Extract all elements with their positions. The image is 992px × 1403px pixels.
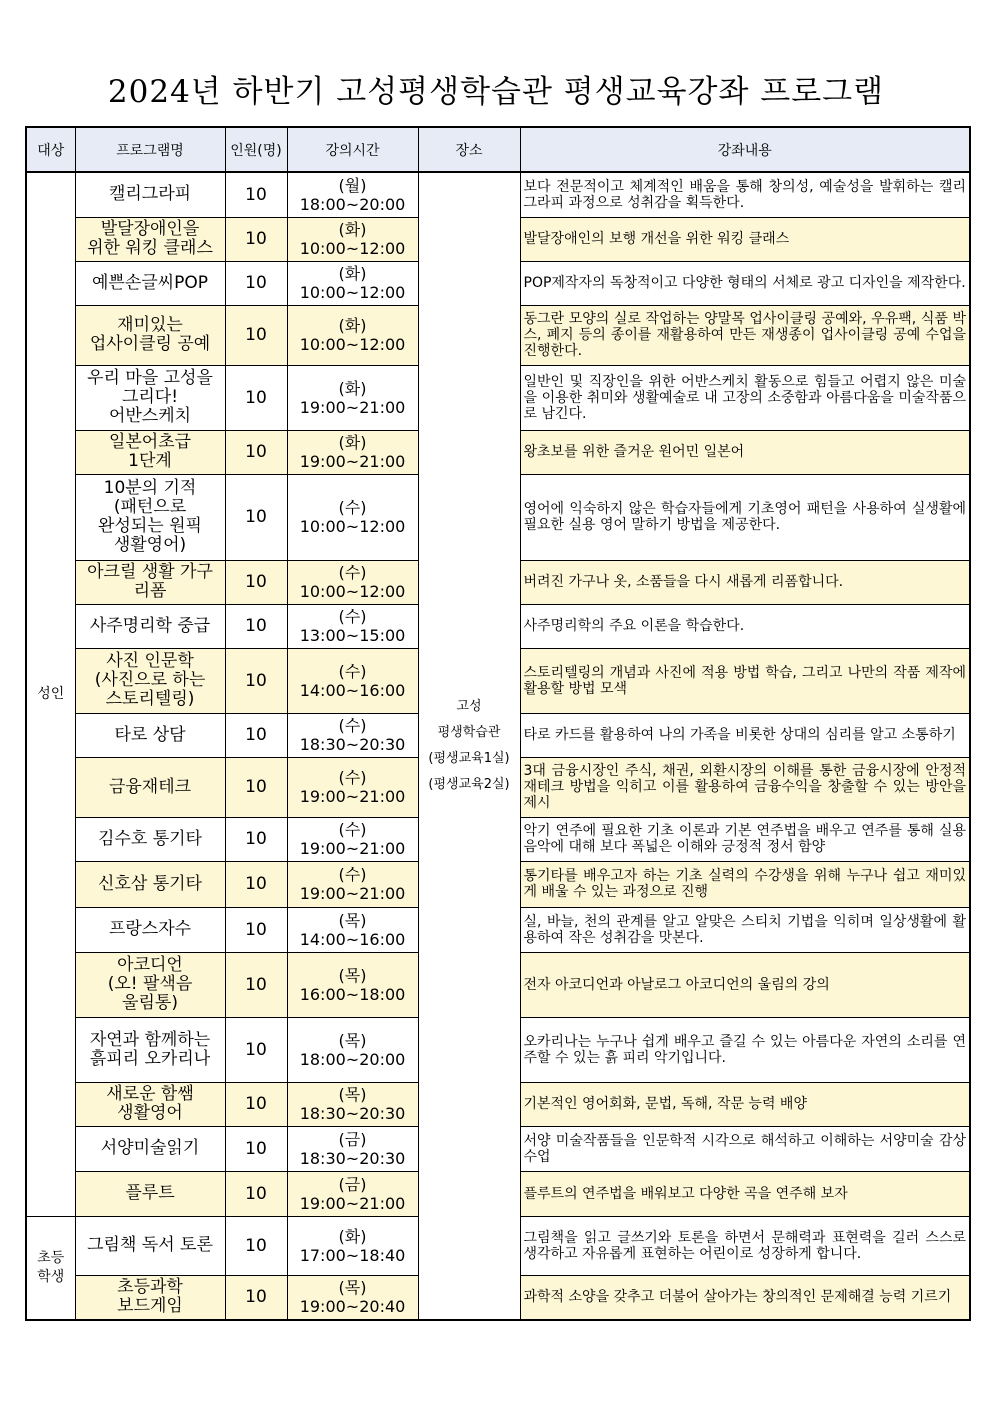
capacity-cell: 10 (225, 365, 287, 430)
program-name-line: 타로 상담 (114, 724, 186, 745)
program-name-cell (75, 365, 225, 430)
program-name-line: 위한 워킹 클래스 (87, 238, 213, 258)
program-name-line: 업사이클링 공예 (89, 334, 211, 354)
lecture-hours: 19:00~21:00 (299, 452, 406, 471)
program-name-line: 1단계 (128, 451, 172, 471)
capacity-cell: 10 (225, 1216, 287, 1275)
capacity-cell: 10 (225, 713, 287, 757)
lecture-time-cell (287, 172, 418, 217)
lecture-hours: 19:00~21:00 (299, 787, 406, 806)
course-content-cell: 실, 바늘, 천의 관계를 알고 알맞은 스티치 기법을 익히며 일상생활에 활용하여 작은 성취감을 맛본다. (520, 907, 970, 952)
program-name-line: 플루트 (125, 1183, 175, 1203)
program-name-cell (75, 1017, 225, 1082)
course-content-cell: 과학적 소양을 갖추고 더불어 살아가는 창의적인 문제해결 능력 기르기 (520, 1275, 970, 1320)
lecture-time-cell (287, 817, 418, 861)
program-name-cell (75, 217, 225, 261)
lecture-time-cell (287, 604, 418, 648)
program-name-line: 신호삼 통기타 (98, 873, 202, 894)
lecture-hours: 14:00~16:00 (299, 929, 406, 949)
header-capacity: 인원(명) (225, 127, 287, 172)
course-content-cell: 서양 미술작품들을 인문학적 시각으로 해석하고 이해하는 서양미술 감상 수업 (520, 1126, 970, 1171)
lecture-hours: 14:00~16:00 (299, 680, 406, 700)
lecture-hours: 10:00~12:00 (299, 517, 406, 536)
lecture-time-cell (287, 560, 418, 604)
lecture-hours: 19:00~21:00 (299, 1193, 406, 1213)
course-content-cell: 악기 연주에 필요한 기초 이론과 기본 연주법을 배우고 연주를 통해 실용음악에 대해 보다 폭넓은 이해와 긍정적 정서 함양 (520, 817, 970, 861)
lecture-hours: 18:30~20:30 (299, 735, 406, 754)
header-lecture-time: 강의시간 (287, 127, 418, 172)
course-content-cell: POP제작자의 독창적이고 다양한 형태의 서체로 광고 디자인을 제작한다. (520, 261, 970, 305)
lecture-hours: 19:00~20:40 (299, 1297, 406, 1317)
lecture-day: (수) (338, 661, 367, 681)
target-child-cell (26, 1216, 75, 1320)
lecture-time-cell (287, 1126, 418, 1171)
program-name-cell (75, 817, 225, 861)
program-name-line: 사진 인문학 (106, 651, 194, 671)
lecture-time-cell (287, 1082, 418, 1126)
program-name-cell (75, 907, 225, 952)
program-name-cell (75, 952, 225, 1017)
lecture-day: (화) (338, 220, 367, 239)
capacity-cell: 10 (225, 560, 287, 604)
program-name-line: 아크릴 생활 가구 (87, 562, 213, 582)
program-name-cell (75, 474, 225, 560)
lecture-hours: 18:00~20:00 (299, 1049, 406, 1069)
lecture-time-cell (287, 261, 418, 305)
program-name-cell (75, 1126, 225, 1171)
page-title: 2024년 하반기 고성평생학습관 평생교육강좌 프로그램 (107, 74, 885, 110)
course-content-cell: 영어에 익숙하지 않은 학습자들에게 기초영어 패턴을 사용하여 실생활에 필요한 실용 영어 말하기 방법을 제공한다. (520, 474, 970, 560)
lecture-time-cell (287, 430, 418, 474)
program-name-cell (75, 604, 225, 648)
course-content-cell: 플루트의 연주법을 배워보고 다양한 곡을 연주해 보자 (520, 1171, 970, 1216)
program-name-line: 보드게임 (117, 1296, 183, 1317)
program-table (25, 126, 971, 1321)
header-target: 대상 (26, 127, 75, 172)
course-content-cell: 통기타를 배우고자 하는 기초 실력의 수강생을 위해 누구나 쉽고 재미있게 배울 수 있는 과정으로 진행 (520, 861, 970, 907)
lecture-time-cell (287, 1171, 418, 1216)
capacity-cell: 10 (225, 907, 287, 952)
capacity-cell: 10 (225, 430, 287, 474)
course-content-cell: 3대 금융시장인 주식, 채권, 외환시장의 이해를 통한 금융시장에 안정적 재테크 방법을 익히고 이를 활용하여 금융수익을 창출할 수 있는 방안을 제시 (520, 757, 970, 817)
program-name-cell (75, 305, 225, 365)
course-content-cell: 전자 아코디언과 아날로그 아코디언의 울림의 강의 (520, 952, 970, 1017)
lecture-day: (수) (338, 820, 367, 839)
program-name-line: 재미있는 (117, 315, 183, 335)
program-name-line: (패턴으로 (113, 497, 187, 517)
program-name-line: 사주명리학 중급 (89, 615, 211, 636)
lecture-day: (수) (338, 716, 367, 735)
program-name-cell (75, 261, 225, 305)
program-name-cell (75, 560, 225, 604)
program-name-cell (75, 1216, 225, 1275)
table-row (26, 172, 970, 217)
program-name-line: 그림책 독서 토론 (87, 1235, 213, 1255)
place-cell (418, 172, 520, 1320)
course-content-cell: 왕초보를 위한 즐거운 원어민 일본어 (520, 430, 970, 474)
course-content-cell: 스토리텔링의 개념과 사진에 적용 방법 학습, 그리고 나만의 작품 제작에 활용할 방법 모색 (520, 648, 970, 713)
capacity-cell: 10 (225, 1082, 287, 1126)
lecture-hours: 19:00~21:00 (299, 884, 406, 903)
course-content-cell: 보다 전문적이고 체계적인 배움을 통해 창의성, 예술성을 발휘하는 캘리그라피 과정으로 성취감을 획득한다. (520, 172, 970, 217)
program-name-cell (75, 713, 225, 757)
program-name-line: (사진으로 하는 (94, 670, 206, 690)
program-name-line: 캘리그라피 (108, 184, 192, 205)
lecture-day: (목) (338, 910, 367, 930)
capacity-cell: 10 (225, 1017, 287, 1082)
capacity-cell: 10 (225, 757, 287, 817)
lecture-hours: 10:00~12:00 (299, 283, 406, 302)
program-name-line: 그리다! (121, 387, 179, 407)
lecture-hours: 18:30~20:30 (299, 1148, 406, 1168)
lecture-time-cell (287, 1275, 418, 1320)
table-header-row (26, 127, 970, 172)
lecture-time-cell (287, 713, 418, 757)
lecture-day: (화) (338, 433, 367, 452)
lecture-hours: 16:00~18:00 (299, 984, 406, 1004)
course-content-cell: 기본적인 영어회화, 문법, 독해, 작문 능력 배양 (520, 1082, 970, 1126)
program-name-cell (75, 861, 225, 907)
lecture-time-cell (287, 1216, 418, 1275)
program-name-line: 서양미술읽기 (100, 1138, 200, 1158)
lecture-hours: 17:00~18:40 (299, 1245, 406, 1265)
lecture-hours: 10:00~12:00 (299, 335, 406, 354)
place-line: 고성 (456, 699, 482, 714)
lecture-hours: 10:00~12:00 (299, 239, 406, 258)
lecture-day: (금) (338, 1129, 367, 1149)
program-name-cell (75, 1082, 225, 1126)
lecture-hours: 13:00~15:00 (299, 626, 406, 645)
program-name-line: 완성되는 원픽 (98, 516, 202, 536)
lecture-day: (목) (338, 965, 367, 985)
lecture-day: (화) (338, 1226, 367, 1246)
lecture-time-cell (287, 1017, 418, 1082)
capacity-cell: 10 (225, 172, 287, 217)
capacity-cell: 10 (225, 1275, 287, 1320)
lecture-time-cell (287, 305, 418, 365)
lecture-day: (화) (338, 264, 367, 283)
lecture-day: (화) (338, 316, 367, 335)
course-content-cell: 동그란 모양의 실로 작업하는 양말목 업사이클링 공예와, 우유팩, 식품 박스, 폐지 등의 종이를 재활용하여 만든 재생종이 업사이클링 공예 수업을 진행한다. (520, 305, 970, 365)
program-name-line: 리폼 (133, 581, 167, 601)
lecture-hours: 10:00~12:00 (299, 582, 406, 601)
course-content-cell: 발달장애인의 보행 개선을 위한 워킹 클래스 (520, 217, 970, 261)
place-line: (평생교육1실) (428, 751, 510, 766)
target-adult-cell (26, 172, 75, 1216)
capacity-cell: 10 (225, 305, 287, 365)
lecture-time-cell (287, 365, 418, 430)
header-program-name: 프로그램명 (75, 127, 225, 172)
program-name-line: 발달장애인을 (100, 219, 200, 239)
capacity-cell: 10 (225, 1126, 287, 1171)
lecture-time-cell (287, 952, 418, 1017)
course-content-cell: 일반인 및 직장인을 위한 어반스케치 활동으로 힘들고 어렵지 않은 미술을 이용한 취미와 생활예술로 내 고장의 소중함과 아름다움을 미술작품으로 남긴다. (520, 365, 970, 430)
target-label: 초등 (37, 1249, 65, 1266)
program-name-cell (75, 1275, 225, 1320)
capacity-cell: 10 (225, 604, 287, 648)
program-name-line: 스토리텔링) (105, 689, 195, 709)
program-name-cell (75, 757, 225, 817)
lecture-hours: 19:00~21:00 (299, 839, 406, 858)
lecture-time-cell (287, 648, 418, 713)
lecture-day: (목) (338, 1278, 367, 1298)
program-name-cell (75, 1171, 225, 1216)
lecture-time-cell (287, 474, 418, 560)
course-content-cell: 버려진 가구나 옷, 소품들을 다시 새롭게 리폼합니다. (520, 560, 970, 604)
program-name-line: 금융재테크 (108, 776, 192, 797)
program-name-line: (오! 팔색음 (107, 974, 193, 994)
lecture-day: (수) (338, 865, 367, 884)
program-name-line: 아코디언 (117, 955, 183, 975)
lecture-hours: 18:00~20:00 (299, 194, 406, 214)
header-place: 장소 (418, 127, 520, 172)
lecture-day: (수) (338, 768, 367, 787)
capacity-cell: 10 (225, 817, 287, 861)
program-name-line: 10분의 기적 (103, 478, 197, 498)
lecture-day: (목) (338, 1085, 367, 1104)
lecture-day: (수) (338, 607, 367, 626)
program-name-line: 초등과학 (117, 1277, 183, 1298)
course-content-cell: 그림책을 읽고 글쓰기와 토론을 하면서 문해력과 표현력을 길러 스스로 생각하고 자유롭게 표현하는 어린이로 성장하게 합니다. (520, 1216, 970, 1275)
program-name-cell (75, 172, 225, 217)
lecture-time-cell (287, 217, 418, 261)
lecture-hours: 19:00~21:00 (299, 397, 406, 417)
target-label: 성인 (37, 685, 65, 702)
program-name-line: 생활영어 (117, 1103, 183, 1123)
capacity-cell: 10 (225, 261, 287, 305)
program-name-line: 생활영어) (113, 535, 187, 555)
program-name-line: 울림통) (122, 993, 178, 1013)
program-name-line: 우리 마을 고성을 (87, 368, 213, 388)
course-content-cell: 타로 카드를 활용하여 나의 가족을 비롯한 상대의 심리를 알고 소통하기 (520, 713, 970, 757)
capacity-cell: 10 (225, 648, 287, 713)
program-name-line: 예쁜손글씨POP (92, 272, 208, 293)
program-name-line: 프랑스자수 (108, 919, 192, 939)
target-label: 학생 (37, 1268, 65, 1285)
header-course-content: 강좌내용 (520, 127, 970, 172)
program-name-line: 어반스케치 (108, 406, 192, 426)
capacity-cell: 10 (225, 474, 287, 560)
program-name-cell (75, 648, 225, 713)
place-line: 평생학습관 (437, 725, 501, 740)
capacity-cell: 10 (225, 1171, 287, 1216)
place-line: (평생교육2실) (428, 777, 510, 792)
lecture-day: (월) (338, 175, 367, 195)
program-name-line: 자연과 함께하는 (89, 1029, 211, 1050)
capacity-cell: 10 (225, 217, 287, 261)
course-content-cell: 사주명리학의 주요 이론을 학습한다. (520, 604, 970, 648)
lecture-day: (수) (338, 498, 367, 517)
lecture-day: (금) (338, 1174, 367, 1194)
lecture-day: (화) (338, 378, 367, 398)
program-name-line: 일본어초급 (108, 432, 192, 452)
lecture-hours: 18:30~20:30 (299, 1104, 406, 1123)
program-name-line: 새로운 함쌤 (106, 1084, 194, 1104)
lecture-time-cell (287, 757, 418, 817)
capacity-cell: 10 (225, 952, 287, 1017)
program-name-line: 흙피리 오카리나 (89, 1048, 211, 1069)
lecture-day: (수) (338, 563, 367, 582)
program-name-line: 김수호 통기타 (98, 828, 202, 849)
lecture-time-cell (287, 907, 418, 952)
program-name-cell (75, 430, 225, 474)
lecture-time-cell (287, 861, 418, 907)
lecture-day: (목) (338, 1030, 367, 1050)
course-content-cell: 오카리나는 누구나 쉽게 배우고 즐길 수 있는 아름다운 자연의 소리를 연주할 수 있는 흙 피리 악기입니다. (520, 1017, 970, 1082)
capacity-cell: 10 (225, 861, 287, 907)
